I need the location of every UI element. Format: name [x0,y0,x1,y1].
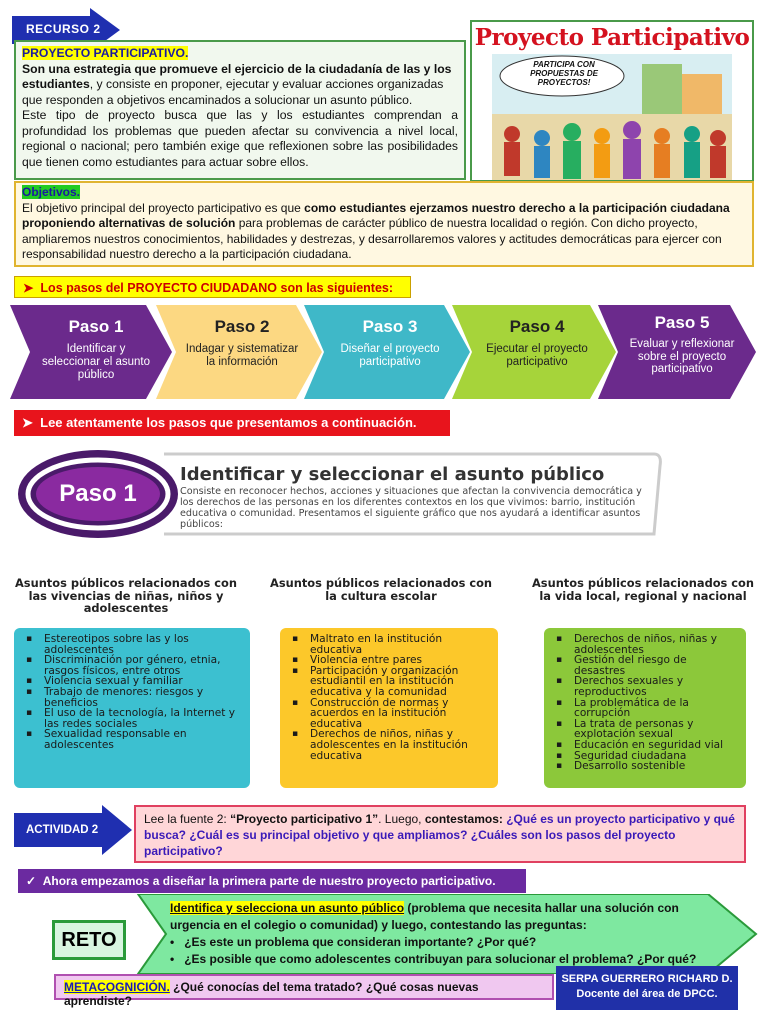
intro-paragraph-2: Este tipo de proyecto busca que las y los estudiantes comprendan a profundidad los problemas que pueden afectar su convivencia a nivel local, regional o nacional; pero también exige que reflexionen sobre las posibilidades que tienen como estudiantes para actuar sobre ellos. [22,108,458,169]
step-1 [36,317,156,382]
column-2-list [290,634,492,761]
column-3-item: ▪ Derechos sexuales y reproductivos [554,676,740,697]
illustration-title: Proyecto Participativo [474,24,750,51]
speech-bubble-text: PARTICIPA CON PROPUESTAS DE PROYECTOS! [530,60,598,87]
column-3-item: ▪ Educación en seguridad vial [554,740,740,751]
step-2-desc: Indagar y sistematizar la información [185,343,299,368]
step-1-desc: Identificar y seleccionar el asunto público [41,343,151,381]
column-1-item: ▪ Discriminación por género, etnia, rasgos físicos, entre otros [24,655,244,676]
actividad-label: ACTIVIDAD 2 [26,824,99,836]
step-4 [476,317,598,369]
step-1-title: Paso 1 [68,317,124,336]
column-2-heading: Asuntos públicos relacionados con la cultura escolar [270,576,493,603]
step-2 [180,317,304,369]
column-3-item: ▪ Gestión del riesgo de desastres [554,655,740,676]
column-3-item: ▪ Desarrollo sostenible [554,761,740,772]
column-2-item: ▪ Construcción de normas y acuerdos en la institución educativa [290,698,492,730]
step-3 [328,317,452,369]
step-5 [620,313,744,376]
pasos-banner: ➤ Los pasos del PROYECTO CIUDADANO son las siguientes: [14,276,411,298]
column-3-item: ▪ La problemática de la corrupción [554,698,740,719]
paso1-header [14,446,664,546]
recurso-label: RECURSO 2 [26,22,101,36]
column-2-item: ▪ Participación y organización estudiantil en la institución educativa y la comunidad [290,666,492,698]
column-1-item: ▪ Estereotipos sobre las y los adolescentes [24,634,244,655]
lee-banner: ➤ Lee atentamente los pasos que presentamos a continuación. [14,410,450,436]
step-5-title: Paso 5 [654,313,710,332]
intro-heading: PROYECTO PARTICIPATIVO. [22,46,189,60]
column-2-item: ▪ Maltrato en la institución educativa [290,634,492,655]
column-1-list [24,634,244,751]
intro-box [14,40,466,180]
column-3-card [544,628,746,788]
column-1-card [14,628,250,788]
column-3-item: ▪ Derechos de niños, niñas y adolescentes [554,634,740,655]
reto-question-2: • ¿Es posible que como adolescentes contribuyan para solucionar el problema? ¿Por qué? [170,952,697,966]
objetivos-box [14,181,754,267]
column-2-item: ▪ Violencia entre pares [290,655,492,666]
actividad-tag [14,805,132,855]
metacognicion-box: METACOGNICIÓN. ¿Qué conocías del tema tratado? ¿Qué cosas nuevas aprendiste? [54,974,554,1000]
title-illustration-box [470,20,754,182]
step-4-title: Paso 4 [509,317,565,336]
step-4-desc: Ejecutar el proyecto participativo [486,343,588,368]
step-3-desc: Diseñar el proyecto participativo [340,343,440,368]
reto-question-1: • ¿Es este un problema que consideran importante? ¿Por qué? [170,935,537,949]
steps-flow [10,305,756,399]
reto-text: Identifica y selecciona un asunto público (problema que necesita hallar una solución con urgencia en el colegio o comunidad) y luego, contestando las preguntas: • ¿Es este un problema que consideran importante? ¿Por qué? • ¿Es posible que como adolescentes contribuyan para solucionar el problema? ¿Por qué? [170,900,708,968]
column-2-item: ▪ Derechos de niños, niñas y adolescentes en la institución educativa [290,729,492,761]
reto-label: RETO [52,920,126,960]
step-2-title: Paso 2 [214,317,270,336]
actividad-box: Lee la fuente 2: “Proyecto participativo 1”. Luego, contestamos: ¿Qué es un proyecto participativo y qué busca? ¿Cuál es su principal objetivo y que ampliamos? ¿Cuáles son los pasos del proyecto participativo? [134,805,746,863]
author-role: Docente del área de DPCC. [576,988,718,1000]
author-box [556,966,738,1010]
empezamos-banner: ✓ Ahora empezamos a diseñar la primera parte de nuestro proyecto participativo. [18,869,526,893]
intro-paragraph-1: Son una estrategia que promueve el ejercicio de la ciudadanía de las y los estudiantes, y consiste en proponer, ejecutar y evaluar acciones organizadas que responden a objetivos encaminados a solucionar un asunto público. [22,61,452,107]
column-3-item: ▪ Seguridad ciudadana [554,751,740,762]
column-3-heading: Asuntos públicos relacionados con la vida local, regional y nacional [531,576,754,603]
column-1-item: ▪ El uso de la tecnología, la Internet y las redes sociales [24,708,244,729]
column-2-card [280,628,498,788]
step-3-title: Paso 3 [362,317,418,336]
paso1-desc: Consiste en reconocer hechos, acciones y situaciones que afectan la convivencia democrática y los derechos de las personas en los diferentes contextos en los que vivimos: barrio, institución educativa o comunidad. Presentamos el siguiente gráfico que nos ayudará a identificar asuntos públicos: [180,486,642,530]
metacognicion-label: METACOGNICIÓN. [64,980,170,994]
author-name: SERPA GUERRERO RICHARD D. [561,973,733,985]
column-3-list [554,634,740,772]
column-3-item: ▪ La trata de personas y explotación sexual [554,719,740,740]
objetivos-text: El objetivo principal del proyecto participativo es que como estudiantes ejerzamos nuestro derecho a la participación ciudadana proponiendo alternativas de solución para problemas de carácter público de nuestra localidad o región. Con dicho proyecto, ampliaremos nuestros conocimientos, habilidades y destrezas, y desarrollaremos valores y actitudes democráticas para ejercer con responsabilidad nuestro derecho a la participación ciudadana. [22,200,730,261]
column-1-item: ▪ Trabajo de menores: riesgos y beneficios [24,687,244,708]
column-1-item: ▪ Sexualidad responsable en adolescentes [24,729,244,750]
reto-highlight: Identifica y selecciona un asunto público [170,901,405,915]
step-5-desc: Evaluar y reflexionar sobre el proyecto participativo [629,338,735,375]
column-1-heading: Asuntos públicos relacionados con las vivencias de niñas, niños y adolescentes [14,576,237,615]
paso1-title: Identificar y seleccionar el asunto público [180,464,605,485]
column-1-item: ▪ Violencia sexual y familiar [24,676,244,687]
objetivos-heading: Objetivos. [22,185,81,199]
paso1-badge: Paso 1 [59,480,137,507]
